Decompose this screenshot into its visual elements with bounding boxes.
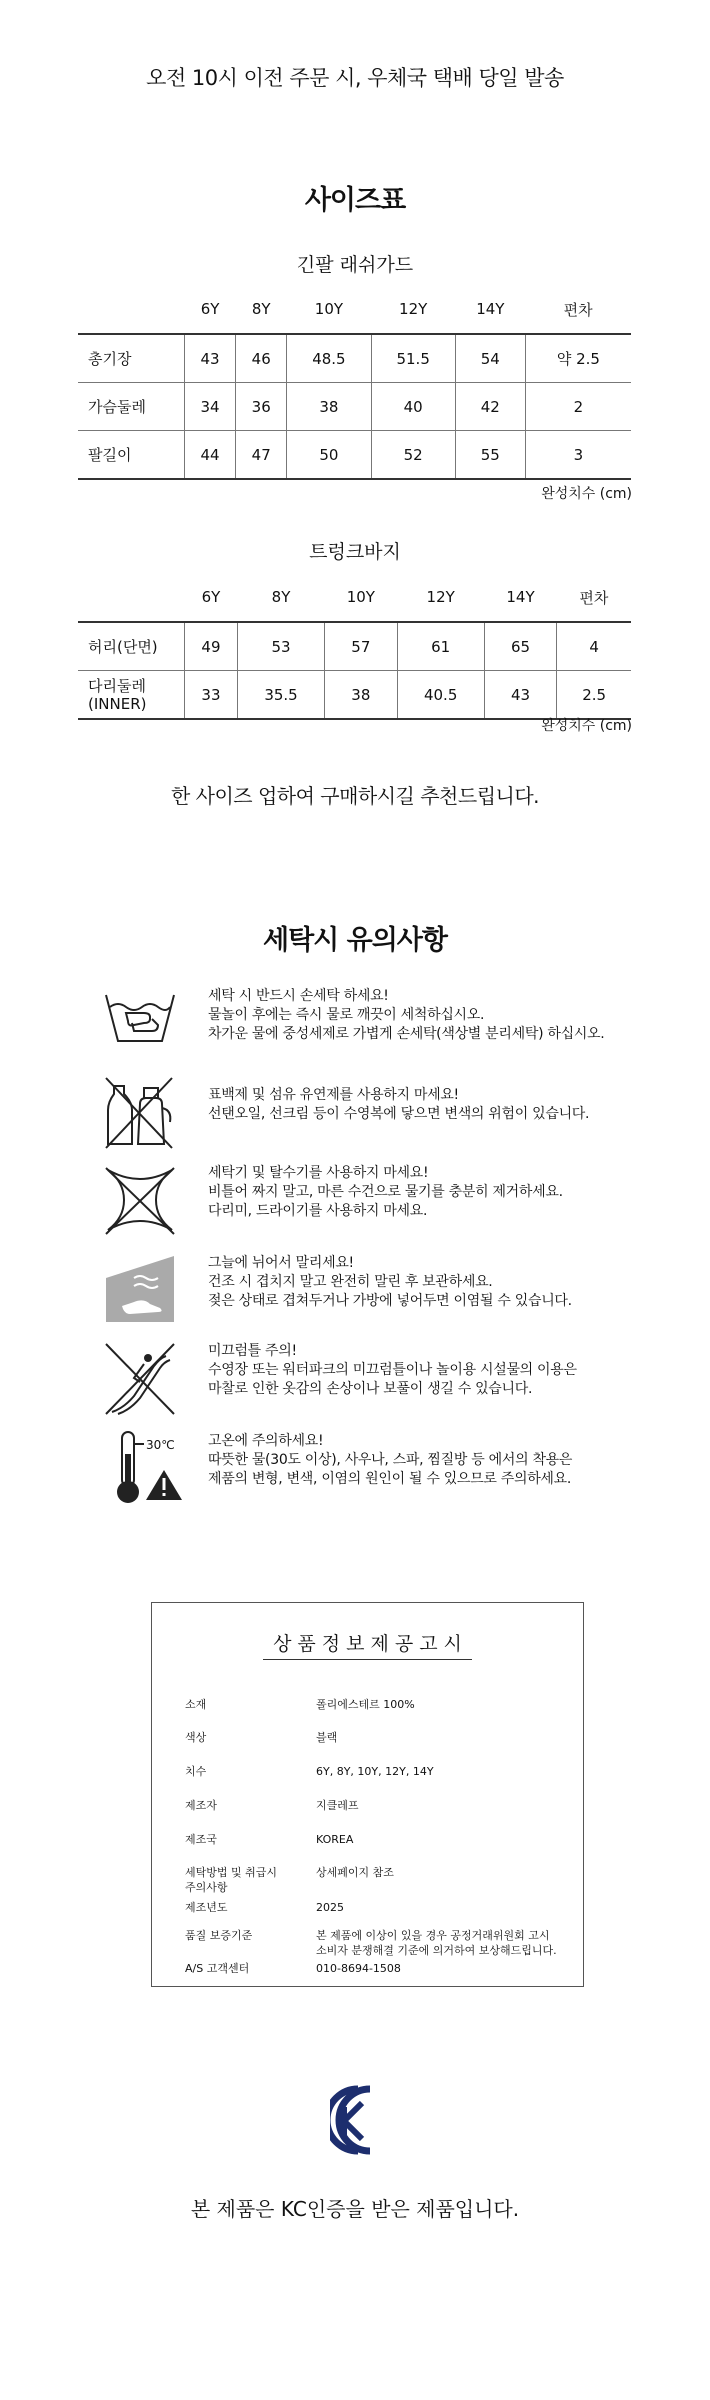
info-key: 세탁방법 및 취급시 주의사항: [185, 1866, 278, 1894]
wash-text: [208, 987, 604, 1044]
table-cell: 55: [455, 431, 525, 480]
table-row: [78, 383, 631, 431]
unit-label: 완성치수 (cm): [541, 718, 632, 734]
table-cell: 팔길이: [78, 431, 185, 480]
header-cell: 편차: [579, 588, 609, 607]
header-cell: 8Y: [271, 588, 291, 606]
product-info-title: [152, 1629, 583, 1656]
header-cell: [78, 573, 185, 622]
temperature-label: 30℃: [146, 1438, 175, 1452]
table-cell: 38: [287, 383, 371, 431]
trunks-size-table: [78, 573, 631, 720]
header-cell: 8Y: [251, 300, 271, 318]
info-value: 2025: [316, 1901, 344, 1914]
info-value: KOREA: [316, 1833, 354, 1846]
table-cell: 36: [236, 383, 287, 431]
wash-line: 젖은 상태로 겹쳐두거나 가방에 넣어두면 이염될 수 있습니다.: [208, 1293, 572, 1309]
wash-line: 세탁 시 반드시 손세탁 하세요!: [208, 988, 389, 1004]
wash-line: 수영장 또는 워터파크의 미끄럼틀이나 놀이용 시설물의 이용은: [208, 1362, 577, 1378]
wash-text: [208, 1164, 563, 1221]
wash-text: [208, 1342, 577, 1399]
no-wring-icon: [104, 1160, 174, 1240]
table-header-row: [78, 573, 631, 622]
rashguard-table-title: 긴팔 래쉬가드: [296, 254, 414, 276]
table-cell: 51.5: [371, 334, 455, 383]
table-cell: 3: [525, 431, 631, 480]
header-cell: 14Y: [476, 300, 505, 318]
info-value: 폴리에스테르 100%: [316, 1698, 415, 1711]
trunks-table-title: 트렁크바지: [309, 541, 401, 563]
table-cell: 허리(단면): [78, 622, 185, 671]
table-cell: 33: [185, 671, 238, 720]
info-key: 제조자: [185, 1799, 217, 1812]
table-cell: 47: [236, 431, 287, 480]
table-cell: 52: [371, 431, 455, 480]
wash-line: 선탠오일, 선크림 등이 수영복에 닿으면 변색의 위험이 있습니다.: [208, 1106, 590, 1122]
header-cell: [78, 285, 185, 334]
table-row: [78, 431, 631, 480]
header-cell: 6Y: [201, 588, 221, 606]
wash-text: [208, 1086, 589, 1124]
table-cell: 48.5: [287, 334, 371, 383]
table-row: [78, 334, 631, 383]
wash-text: [208, 1254, 572, 1311]
wash-text: [208, 1432, 572, 1489]
info-key: 제조국: [185, 1833, 217, 1846]
table-cell: 2.5: [557, 671, 631, 720]
kc-certification-text: 본 제품은 KC인증을 받은 제품입니다.: [190, 2197, 520, 2221]
table-cell: 다리둘레 (INNER): [78, 671, 185, 720]
table-cell: 49: [185, 622, 238, 671]
wash-line: 다리미, 드라이기를 사용하지 마세요.: [208, 1203, 428, 1219]
info-value: 지클레프: [316, 1799, 359, 1812]
table-row: [78, 622, 631, 671]
table-cell: 42: [455, 383, 525, 431]
wash-item-no-slide: [104, 1338, 664, 1418]
wash-line: 마찰로 인한 옷감의 손상이나 보풀이 생길 수 있습니다.: [208, 1381, 533, 1397]
table-cell: 46: [236, 334, 287, 383]
table-cell: 53: [237, 622, 324, 671]
table-cell: 38: [325, 671, 397, 720]
wash-line: 차가운 물에 중성세제로 가볍게 손세탁(색상별 분리세탁) 하십시오.: [208, 1026, 605, 1042]
wash-item-high-temperature: [104, 1428, 664, 1508]
table-cell: 44: [185, 431, 236, 480]
info-key: 제조년도: [185, 1901, 228, 1914]
wash-line: 그늘에 뉘어서 말리세요!: [208, 1255, 354, 1271]
table-cell: 61: [397, 622, 484, 671]
header-cell: 12Y: [399, 300, 428, 318]
product-info-title-text: 상품정보제공고시: [263, 1633, 472, 1660]
wash-item-shade-dry: [104, 1250, 664, 1330]
size-recommendation: 한 사이즈 업하여 구매하시길 추천드립니다.: [170, 784, 540, 808]
no-slide-icon: [104, 1338, 174, 1418]
info-value: 6Y, 8Y, 10Y, 12Y, 14Y: [316, 1765, 434, 1778]
table-row: [78, 671, 631, 720]
table-cell: 34: [185, 383, 236, 431]
wash-line: 비틀어 짜지 말고, 마른 수건으로 물기를 충분히 제거하세요.: [208, 1184, 563, 1200]
info-key: 치수: [185, 1765, 207, 1778]
product-info-box: [151, 1602, 584, 1987]
no-bleach-icon: [104, 1072, 174, 1152]
wash-line: 미끄럼틀 주의!: [208, 1343, 297, 1359]
table-cell: 54: [455, 334, 525, 383]
wash-line: 표백제 및 섬유 유연제를 사용하지 마세요!: [208, 1087, 459, 1103]
table-cell: 2: [525, 383, 631, 431]
header-cell: 10Y: [346, 588, 375, 606]
hand-wash-icon: [104, 983, 174, 1063]
table-cell: 약 2.5: [525, 334, 631, 383]
washing-title: 세탁시 유의사항: [263, 925, 447, 956]
header-cell: 14Y: [506, 588, 535, 606]
table-cell: 총기장: [78, 334, 185, 383]
wash-item-hand-wash: [104, 983, 664, 1063]
table-cell: 가슴둘레: [78, 383, 185, 431]
info-value: 상세페이지 참조: [316, 1866, 394, 1879]
header-cell: 12Y: [426, 588, 455, 606]
header-cell: 10Y: [314, 300, 344, 318]
wash-line: 따뜻한 물(30도 이상), 사우나, 스파, 찜질방 등 에서의 착용은: [208, 1452, 573, 1468]
table-cell: 4: [557, 622, 631, 671]
wash-line: 물놀이 후에는 즉시 물로 깨끗이 세척하십시오.: [208, 1007, 485, 1023]
table-cell: 50: [287, 431, 371, 480]
header-cell: 6Y: [200, 300, 220, 318]
info-key: 색상: [185, 1731, 207, 1744]
shipping-notice: 오전 10시 이전 주문 시, 우체국 택배 당일 발송: [146, 66, 564, 90]
table-cell: 65: [484, 622, 556, 671]
table-cell: 57: [325, 622, 397, 671]
table-header-row: [78, 285, 631, 334]
table-cell: 40: [371, 383, 455, 431]
table-cell: 43: [484, 671, 556, 720]
size-chart-title: 사이즈표: [304, 185, 406, 216]
table-cell: 35.5: [237, 671, 324, 720]
wash-line: 고온에 주의하세요!: [208, 1433, 324, 1449]
rashguard-size-table: [78, 285, 631, 480]
wash-line: 건조 시 겹치지 말고 완전히 말린 후 보관하세요.: [208, 1274, 493, 1290]
kc-logo-icon: [330, 2085, 382, 2155]
wash-line: 세탁기 및 탈수기를 사용하지 마세요!: [208, 1165, 429, 1181]
info-value: 블랙: [316, 1731, 338, 1744]
wash-item-no-wring: [104, 1160, 664, 1240]
unit-label: 완성치수 (cm): [541, 486, 632, 502]
info-value: 본 제품에 이상이 있을 경우 공정거래위원회 고시 소비자 분쟁해결 기준에 의거하여 보상해드립니다.: [316, 1929, 557, 1957]
info-key: 소재: [185, 1698, 207, 1711]
info-key: 품질 보증기준: [185, 1929, 253, 1942]
table-cell: 43: [185, 334, 236, 383]
shade-dry-icon: [104, 1250, 174, 1330]
info-value: 010-8694-1508: [316, 1962, 401, 1975]
header-cell: 편차: [563, 300, 593, 319]
info-key: A/S 고객센터: [185, 1962, 250, 1975]
wash-item-no-bleach: [104, 1072, 664, 1152]
table-cell: 40.5: [397, 671, 484, 720]
wash-line: 제품의 변형, 변색, 이염의 원인이 될 수 있으므로 주의하세요.: [208, 1471, 572, 1487]
